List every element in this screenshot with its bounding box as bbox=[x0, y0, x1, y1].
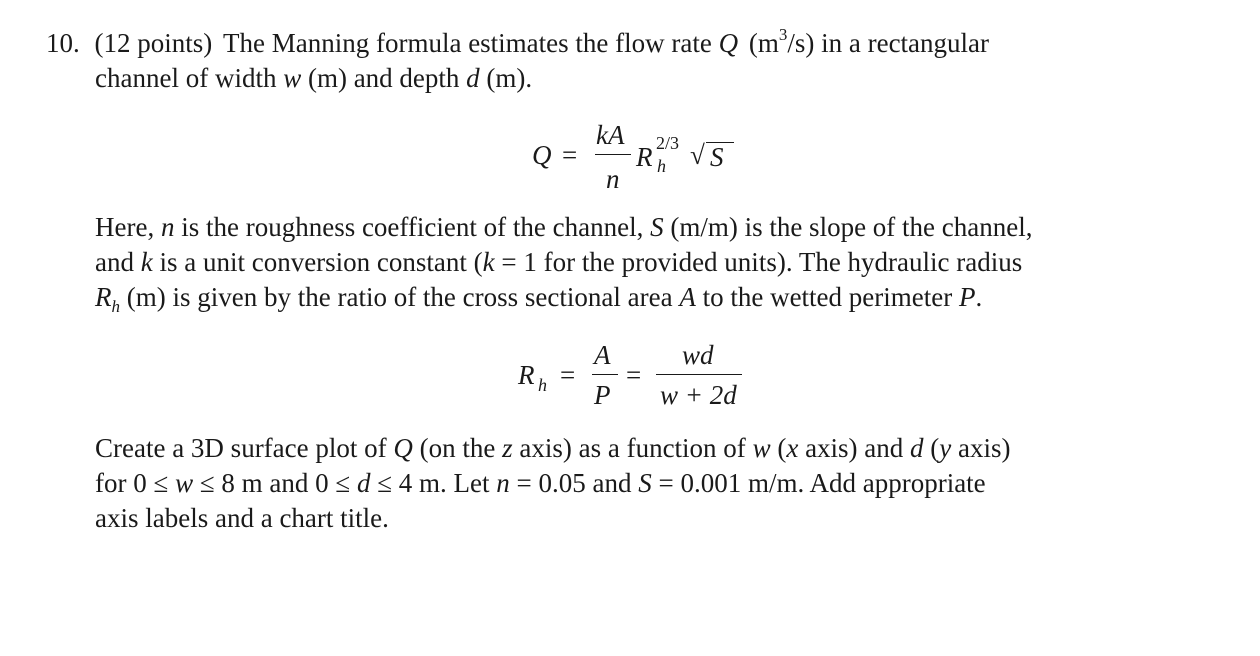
text-segment: . bbox=[975, 282, 983, 312]
var-w: w bbox=[283, 63, 302, 93]
var-x: x bbox=[786, 433, 799, 463]
text-segment: (m/m) is the slope of the channel, bbox=[670, 212, 1033, 242]
text-segment: = 0.05 and bbox=[516, 468, 632, 498]
var-y: y bbox=[939, 433, 952, 463]
text-segment: = 0.001 m/m. Add appropriate bbox=[658, 468, 986, 498]
problem-points: (12 points) bbox=[94, 28, 213, 58]
text-segment: Here, bbox=[95, 212, 155, 242]
text-segment: ≤ 4 m. Let bbox=[377, 468, 490, 498]
text-segment: ≤ 8 m and 0 ≤ bbox=[199, 468, 351, 498]
eq1-lhs: Q bbox=[532, 140, 552, 170]
eq1-equals: = bbox=[562, 140, 578, 170]
var-w: w bbox=[752, 433, 771, 463]
problem-number: 10. bbox=[46, 28, 80, 58]
para3-line-3 bbox=[95, 505, 389, 532]
text-segment: Create a 3D surface plot of bbox=[95, 433, 387, 463]
eq2-equals-1: = bbox=[560, 360, 576, 390]
para3-line-2 bbox=[95, 470, 986, 497]
eq1-fraction-bar bbox=[595, 154, 631, 155]
problem-line-2 bbox=[95, 65, 532, 92]
var-z: z bbox=[502, 433, 513, 463]
eq1-denominator: n bbox=[606, 164, 620, 194]
eq2-num2: wd bbox=[682, 340, 714, 370]
var-d: d bbox=[356, 468, 371, 498]
para3-line-1 bbox=[95, 435, 1011, 462]
var-A: A bbox=[679, 282, 696, 312]
var-h-sub: h bbox=[111, 297, 120, 316]
text-segment: (m). bbox=[486, 63, 533, 93]
text-segment: and bbox=[95, 247, 134, 277]
text-segment: axis) and bbox=[805, 433, 904, 463]
text-segment: axis) bbox=[958, 433, 1011, 463]
para2-line-1 bbox=[95, 214, 1032, 241]
eq1-R-sub: h bbox=[657, 156, 666, 176]
var-d: d bbox=[466, 63, 480, 93]
text-segment: axis) as a function of bbox=[519, 433, 746, 463]
eq2-den1: P bbox=[594, 380, 611, 410]
problem-line-1 bbox=[46, 25, 990, 58]
eq2-R-sub: h bbox=[538, 375, 547, 395]
var-n: n bbox=[160, 212, 175, 242]
unit-open: (m bbox=[748, 28, 779, 58]
unit-sup: 3 bbox=[778, 25, 788, 44]
para2-line-2 bbox=[95, 249, 1022, 276]
text-segment: (m) is given by the ratio of the cross sectional area bbox=[126, 282, 673, 312]
unit-close: /s) in a rectangular bbox=[787, 28, 990, 58]
eq1-S: S bbox=[710, 142, 724, 172]
eq2-fraction-bar-2 bbox=[656, 374, 742, 375]
var-k: k bbox=[140, 247, 153, 277]
eq2-den2: w + 2d bbox=[660, 380, 737, 410]
text-segment: (m) and depth bbox=[307, 63, 460, 93]
text-segment: (on the bbox=[419, 433, 496, 463]
eq1-numerator: kA bbox=[596, 120, 625, 150]
text-segment: for 0 ≤ bbox=[95, 468, 169, 498]
eq2-fraction-bar-1 bbox=[592, 374, 618, 375]
var-Q: Q bbox=[718, 28, 739, 58]
text-segment: is a unit conversion constant ( bbox=[159, 247, 483, 277]
eq1-sqrt: √ bbox=[690, 140, 705, 170]
var-P: P bbox=[958, 282, 976, 312]
text-segment: channel of width bbox=[95, 63, 277, 93]
para2-line-3 bbox=[95, 282, 983, 316]
problem-text: The Manning formula estimates the flow rate bbox=[223, 28, 712, 58]
eq2-equals-2: = bbox=[626, 360, 642, 390]
eq2-num1: A bbox=[594, 340, 611, 370]
text-segment: ( bbox=[777, 433, 787, 463]
text-segment: axis labels and a chart title. bbox=[95, 503, 389, 533]
text-segment: to the wetted perimeter bbox=[702, 282, 953, 312]
eq1-R-sup: 2/3 bbox=[656, 133, 680, 153]
eq2-R: R bbox=[518, 360, 535, 390]
var-R: R bbox=[95, 282, 112, 312]
var-w: w bbox=[175, 468, 194, 498]
var-n: n bbox=[496, 468, 510, 498]
text-segment: = 1 for the provided units). The hydraulic radius bbox=[501, 247, 1023, 277]
eq1-R: R bbox=[636, 142, 653, 172]
text-segment: is the roughness coefficient of the channel, bbox=[181, 212, 644, 242]
var-k: k bbox=[482, 247, 495, 277]
var-S: S bbox=[650, 212, 664, 242]
var-Q: Q bbox=[393, 433, 413, 463]
var-d: d bbox=[910, 433, 924, 463]
text-segment: ( bbox=[930, 433, 940, 463]
var-S: S bbox=[638, 468, 652, 498]
